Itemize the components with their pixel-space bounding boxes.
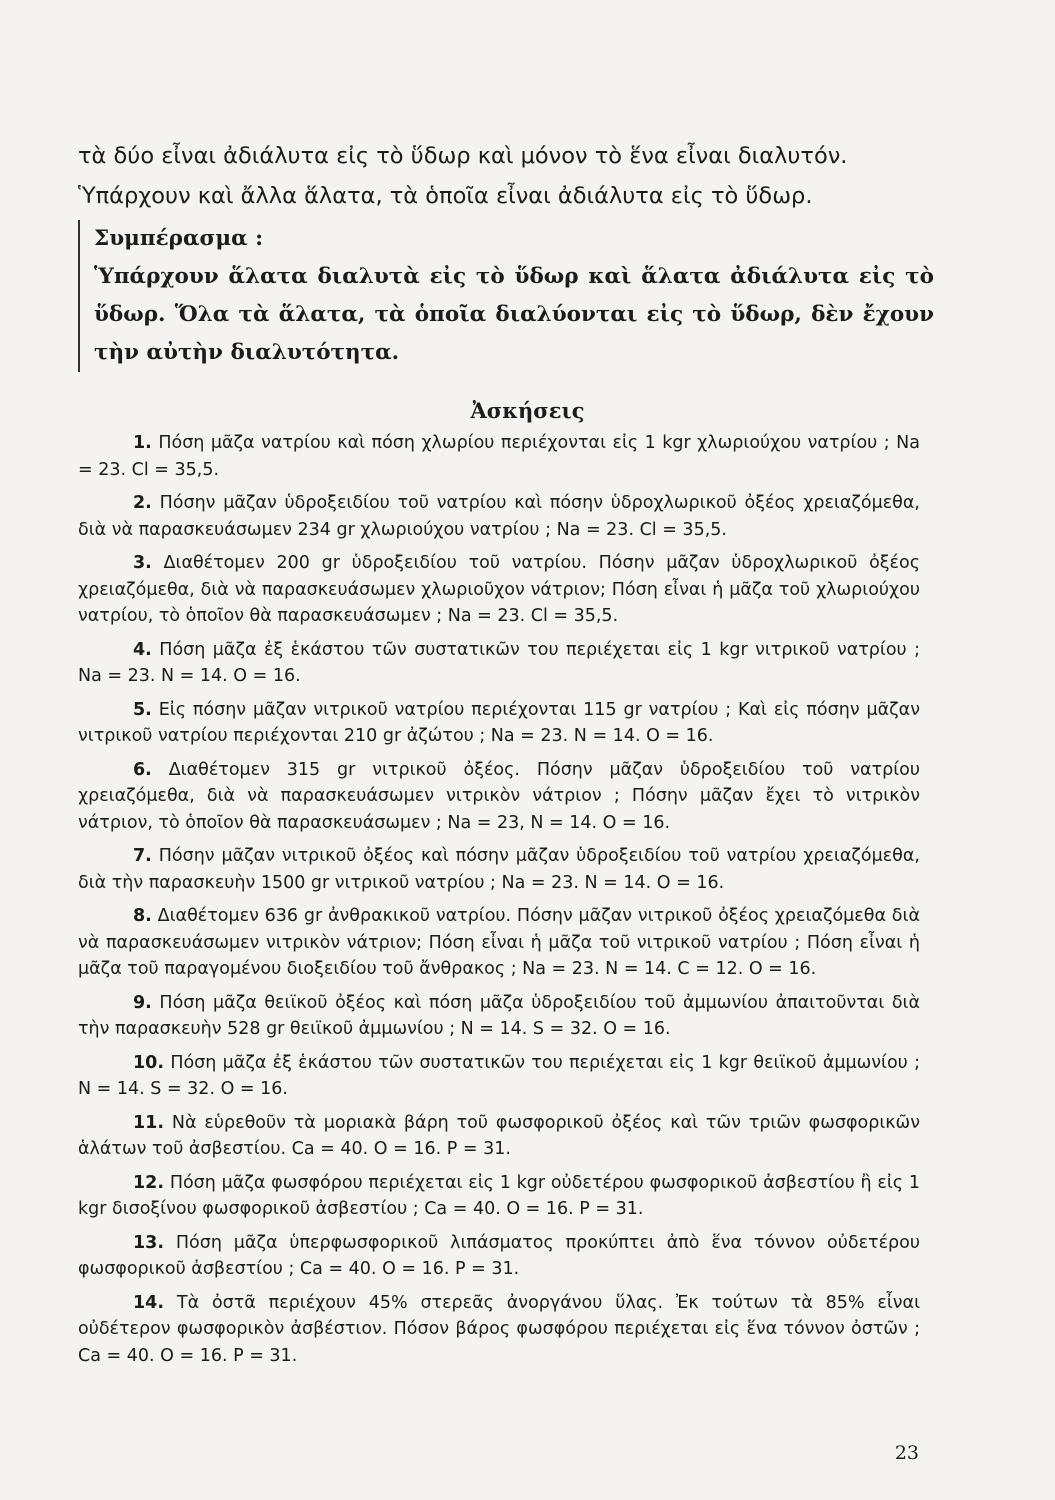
exercise-number: 12. — [133, 1172, 165, 1193]
exercise-text: Πόσην μᾶζαν νιτρικοῦ ὀξέος καὶ πόσην μᾶζαν ὑδροξειδίου τοῦ νατρίου χρειαζόμεθα, διὰ τὴν παρασκευὴν 1500 gr νιτρικοῦ νατρίου ; Na = 23. N = 14. O = 16. — [78, 846, 920, 893]
exercise-text: Διαθέτομεν 200 gr ὑδροξειδίου τοῦ νατρίου. Πόσην μᾶζαν ὑδροχλωρικοῦ ὀξέος χρειαζόμεθα, διὰ νὰ παρασκευάσωμεν χλωριοῦχον νάτριον; Πόση εἶναι ἡ μᾶζα τοῦ χλωριούχου νατρίου, τὸ ὁποῖον θὰ παρασκευάσωμεν ; Na = 23. Cl = 35,5. — [78, 553, 920, 626]
exercise-item — [78, 1170, 920, 1223]
exercise-text: Πόση μᾶζα νατρίου καὶ πόση χλωρίου περιέχονται εἰς 1 kgr χλωριούχου νατρίου ; Na = 23. Cl = 35,5. — [78, 433, 920, 480]
conclusion-text: Ὑπάρχουν ἅλατα διαλυτὰ εἰς τὸ ὕδωρ καὶ ἅλατα ἀδιάλυτα εἰς τὸ ὕδωρ. Ὅλα τὰ ἅλατα, τὰ ὁποῖα διαλύονται εἰς τὸ ὕδωρ, δὲν ἔχουν τὴν αὐτὴν διαλυτότητα. — [94, 264, 934, 365]
exercise-number: 2. — [133, 493, 152, 513]
exercise-list — [78, 430, 920, 1376]
exercise-item — [78, 1230, 920, 1283]
exercise-number: 9. — [133, 992, 152, 1013]
exercise-text: Διαθέτομεν 315 gr νιτρικοῦ ὀξέος. Πόσην μᾶζαν ὑδροξειδίου τοῦ νατρίου χρειαζόμεθα, διὰ νὰ παρασκευάσωμεν νιτρικὸν νάτριον ; Πόσην μᾶζαν ἔχει τὸ νιτρικὸν νάτριον, τὸ ὁποῖον θὰ παρασκευάσωμεν ; Na = 23, N = 14. O = 16. — [78, 759, 920, 833]
exercise-text: Τὰ ὀστᾶ περιέχουν 45% στερεᾶς ἀνοργάνου ὕλας. Ἐκ τούτων τὰ 85% εἶναι οὐδέτερον φωσφορικὸν ἀσβέστιον. Πόσον βάρος φωσφόρου περιέχεται εἰς ἕνα τόννον ὀστῶν ; Ca = 40. O = 16. P = 31. — [78, 1292, 920, 1366]
intro-line-1: τὰ δύο εἶναι ἀδιάλυτα εἰς τὸ ὕδωρ καὶ μόνον τὸ ἕνα εἶναι διαλυτόν. — [78, 143, 848, 169]
conclusion-heading: Συμπέρασμα : — [94, 226, 264, 251]
exercise-item — [78, 490, 920, 543]
exercise-item — [78, 1290, 920, 1370]
page-number: 23 — [894, 1442, 919, 1464]
exercise-item — [78, 990, 920, 1043]
exercise-item — [78, 843, 920, 896]
exercise-text: Πόση μᾶζα ὑπερφωσφορικοῦ λιπάσματος προκύπτει ἀπὸ ἕνα τόννον οὐδετέρου φωσφορικοῦ ἀσβεστίου ; Ca = 40. O = 16. P = 31. — [78, 1232, 920, 1279]
exercise-item — [78, 697, 920, 750]
conclusion-box — [78, 220, 934, 372]
exercise-item — [78, 430, 920, 483]
exercise-number: 3. — [133, 553, 152, 573]
exercise-text: Νὰ εὑρεθοῦν τὰ μοριακὰ βάρη τοῦ φωσφορικοῦ ὀξέος καὶ τῶν τριῶν φωσφορικῶν ἁλάτων τοῦ ἀσβεστίου. Ca = 40. O = 16. P = 31. — [78, 1112, 920, 1159]
intro-line-2: Ὑπάρχουν καὶ ἄλλα ἅλατα, τὰ ὁποῖα εἶναι ἀδιάλυτα εἰς τὸ ὕδωρ. — [78, 183, 813, 209]
exercise-number: 8. — [133, 906, 152, 926]
exercise-text: Πόση μᾶζα ἐξ ἑκάστου τῶν συστατικῶν του περιέχεται εἰς 1 kgr νιτρικοῦ νατρίου ; Na = 23. N = 14. O = 16. — [78, 639, 920, 686]
exercise-text: Πόση μᾶζα φωσφόρου περιέχεται εἰς 1 kgr οὐδετέρου φωσφορικοῦ ἀσβεστίου ἢ εἰς 1 kgr δισοξίνου φωσφορικοῦ ἀσβεστίου ; Ca = 40. O = 16. P = 31. — [78, 1172, 920, 1219]
exercise-text: Διαθέτομεν 636 gr ἀνθρακικοῦ νατρίου. Πόσην μᾶζαν νιτρικοῦ ὀξέος χρειαζόμεθα διὰ νὰ παρασκευάσωμεν νιτρικὸν νάτριον; Πόση εἶναι ἡ μᾶζα τοῦ νιτρικοῦ νατρίου ; Πόση εἶναι ἡ μᾶζα τοῦ παραγομένου διοξειδίου τοῦ ἄνθρακος ; Na = 23. N = 14. C = 12. O = 16. — [78, 906, 920, 979]
exercise-number: 7. — [133, 846, 152, 866]
exercise-number: 5. — [133, 699, 152, 720]
exercise-item — [78, 903, 920, 983]
exercise-number: 13. — [133, 1232, 165, 1253]
exercise-item — [78, 550, 920, 630]
exercise-number: 11. — [133, 1112, 165, 1133]
exercise-item — [78, 1110, 920, 1163]
exercise-number: 1. — [133, 433, 152, 453]
exercise-item — [78, 1050, 920, 1103]
exercises-heading: Ἀσκήσεις — [470, 398, 585, 423]
exercise-text: Πόση μᾶζα ἐξ ἑκάστου τῶν συστατικῶν του περιέχεται εἰς 1 kgr θειϊκοῦ ἀμμωνίου ; N = 14. S = 32. O = 16. — [78, 1052, 920, 1099]
exercise-number: 14. — [133, 1292, 165, 1313]
exercise-item — [78, 637, 920, 690]
intro-paragraph — [78, 136, 918, 216]
exercise-text: Πόσην μᾶζαν ὑδροξειδίου τοῦ νατρίου καὶ πόσην ὑδροχλωρικοῦ ὀξέος χρειαζόμεθα, διὰ νὰ παρασκευάσωμεν 234 gr χλωριούχου νατρίου ; Na = 23. Cl = 35,5. — [78, 493, 920, 540]
exercise-number: 4. — [133, 639, 152, 660]
exercise-item — [78, 757, 920, 837]
exercise-text: Πόση μᾶζα θειϊκοῦ ὀξέος καὶ πόση μᾶζα ὑδροξειδίου τοῦ ἀμμωνίου ἀπαιτοῦνται διὰ τὴν παρασκευὴν 528 gr θειϊκοῦ ἀμμωνίου ; N = 14. S = 32. O = 16. — [78, 992, 920, 1039]
exercise-number: 6. — [133, 759, 152, 780]
exercise-text: Εἰς πόσην μᾶζαν νιτρικοῦ νατρίου περιέχονται 115 gr νατρίου ; Καὶ εἰς πόσην μᾶζαν νιτρικοῦ νατρίου περιέχονται 210 gr ἀζώτου ; Na = 23. N = 14. O = 16. — [78, 699, 920, 746]
exercise-number: 10. — [133, 1052, 165, 1073]
